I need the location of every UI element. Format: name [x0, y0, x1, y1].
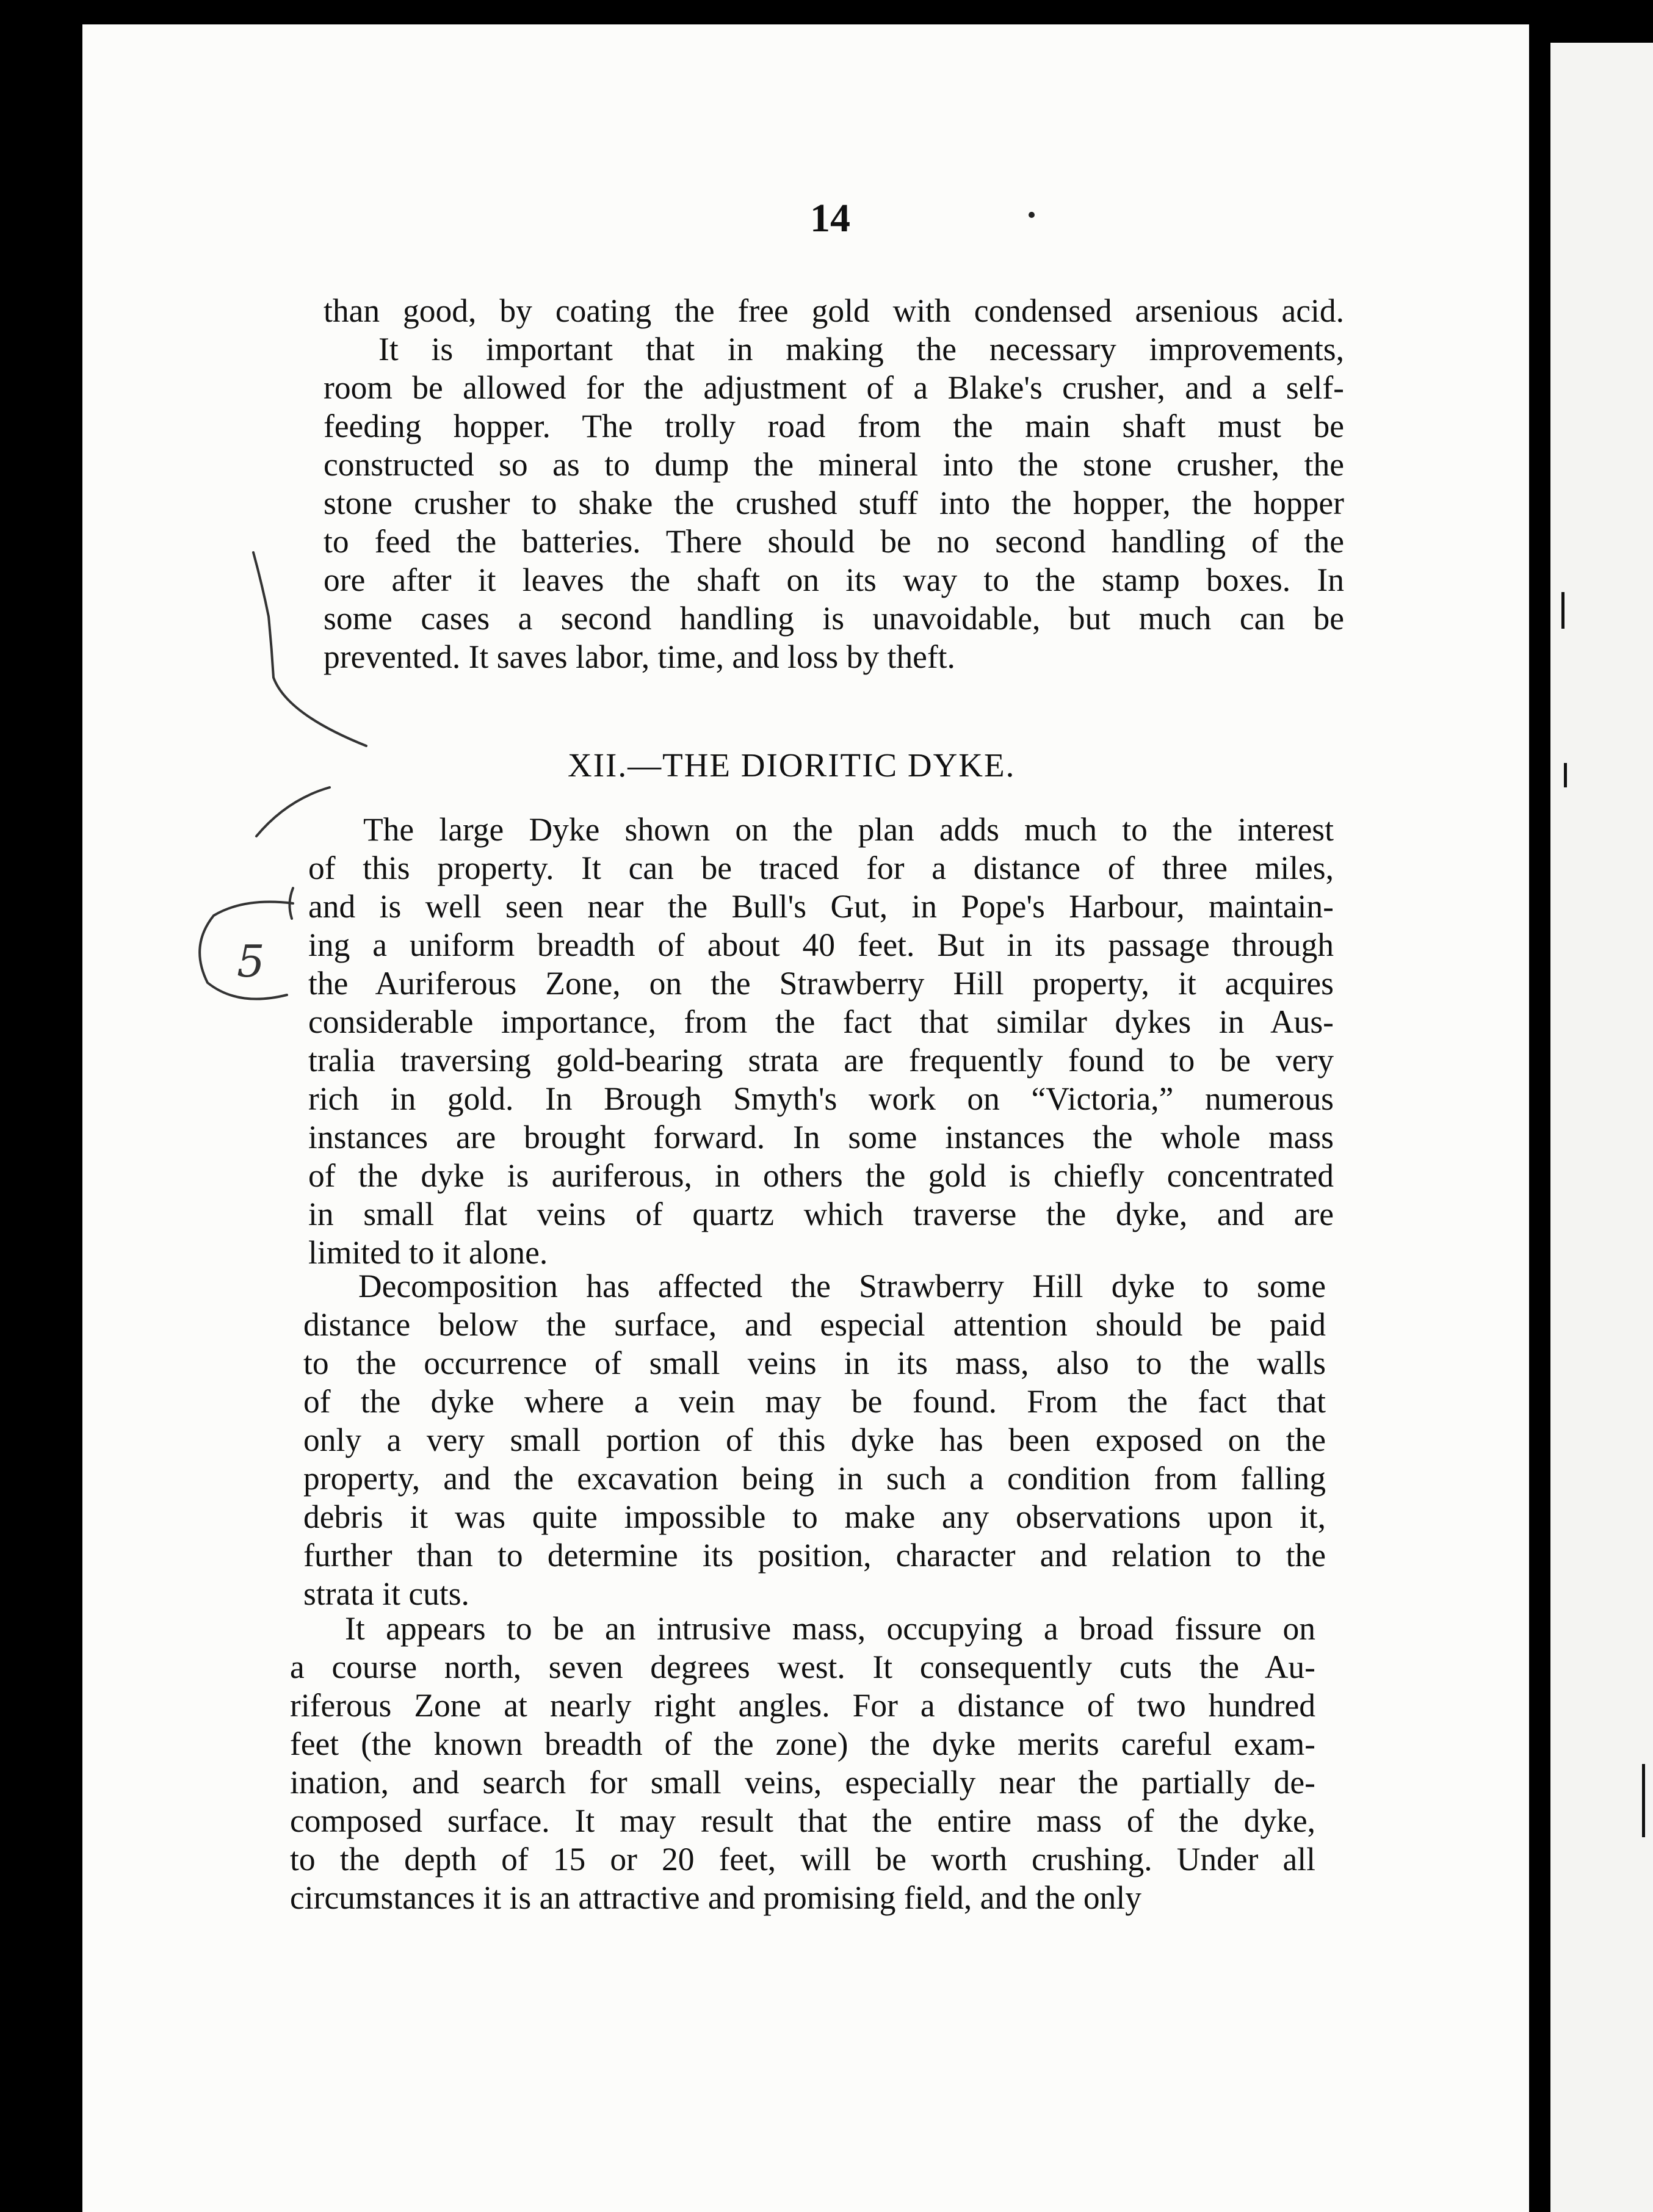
text-line: of the dyke where a vein may be found. From the fact that: [303, 1383, 1326, 1420]
text-line: to the depth of 15 or 20 feet, will be worth crushing. Under all: [290, 1841, 1315, 1878]
text-line: The large Dyke shown on the plan adds much to the interest: [363, 811, 1334, 848]
text-line: feet (the known breadth of the zone) the dyke merits careful exam-: [290, 1726, 1315, 1762]
text-line: Decomposition has affected the Strawberry Hill dyke to some: [358, 1268, 1326, 1304]
section-heading: XII.—THE DIORITIC DYKE.: [568, 746, 1016, 784]
text-line: tralia traversing gold-bearing strata are frequently found to be very: [308, 1042, 1334, 1079]
text-line: It is important that in making the necessary improvements,: [378, 331, 1344, 367]
text-line: property, and the excavation being in such a condition from falling: [303, 1460, 1326, 1497]
text-line: riferous Zone at nearly right angles. For a distance of two hundred: [290, 1687, 1315, 1724]
text-line: the Auriferous Zone, on the Strawberry Hill property, it acquires: [308, 965, 1334, 1002]
text-line: limited to it alone.: [308, 1234, 548, 1271]
paragraph-block-dyke-description: [308, 811, 1334, 1272]
text-line: some cases a second handling is unavoidable, but much can be: [324, 600, 1344, 637]
text-line: ination, and search for small veins, especially near the partially de-: [290, 1764, 1315, 1801]
text-line: circumstances it is an attractive and promising field, and the only: [290, 1879, 1142, 1916]
text-line: a course north, seven degrees west. It consequently cuts the Au-: [290, 1649, 1315, 1685]
adjacent-page-mark: [1561, 592, 1564, 629]
text-line: ore after it leaves the shaft on its way to the stamp boxes. In: [324, 562, 1344, 598]
text-line: only a very small portion of this dyke has been exposed on the: [303, 1422, 1326, 1458]
adjacent-page-edge: [1550, 43, 1653, 2212]
text-line: prevented. It saves labor, time, and loss by theft.: [324, 638, 955, 675]
text-line: in small flat veins of quartz which traverse the dyke, and are: [308, 1196, 1334, 1232]
text-line: strata it cuts.: [303, 1575, 469, 1612]
text-line: composed surface. It may result that the entire mass of the dyke,: [290, 1802, 1315, 1839]
text-line: considerable importance, from the fact that similar dykes in Aus-: [308, 1003, 1334, 1040]
text-line: further than to determine its position, character and relation to the: [303, 1537, 1326, 1574]
text-line: of the dyke is auriferous, in others the gold is chiefly concentrated: [308, 1157, 1334, 1194]
text-line: instances are brought forward. In some instances the whole mass: [308, 1119, 1334, 1155]
margin-note-number: 5: [237, 936, 265, 987]
text-line: distance below the surface, and especial attention should be paid: [303, 1306, 1326, 1343]
text-line: and is well seen near the Bull's Gut, in Pope's Harbour, maintain-: [308, 888, 1334, 925]
paragraph-block-blake-crusher: [324, 292, 1344, 676]
page-number: 14: [810, 196, 850, 240]
text-line: to the occurrence of small veins in its mass, also to the walls: [303, 1345, 1326, 1381]
text-line: constructed so as to dump the mineral into the stone crusher, the: [324, 446, 1344, 483]
text-line: stone crusher to shake the crushed stuff into the hopper, the hopper: [324, 485, 1344, 521]
adjacent-page-mark: [1564, 763, 1567, 787]
text-line: It appears to be an intrusive mass, occupying a broad fissure on: [345, 1610, 1315, 1647]
text-line: feeding hopper. The trolly road from the main shaft must be: [324, 408, 1344, 444]
text-line: to feed the batteries. There should be no second handling of the: [324, 523, 1344, 560]
book-gutter: [1529, 0, 1550, 2212]
scan-border-left: [0, 0, 82, 2212]
text-line: debris it was quite impossible to make any observations upon it,: [303, 1498, 1326, 1535]
paragraph-block-decomposition: [303, 1267, 1326, 1613]
text-line: rich in gold. In Brough Smyth's work on “Victoria,” numerous: [308, 1080, 1334, 1117]
adjacent-page-mark: [1642, 1764, 1645, 1837]
text-line: room be allowed for the adjustment of a Blake's crusher, and a self-: [324, 369, 1344, 406]
text-line: of this property. It can be traced for a distance of three miles,: [308, 850, 1334, 886]
text-line: ing a uniform breadth of about 40 feet. But in its passage through: [308, 927, 1334, 963]
text-line: than good, by coating the free gold with condensed arsenious acid.: [324, 292, 1344, 329]
paragraph-block-intrusive-mass: [290, 1610, 1315, 1917]
